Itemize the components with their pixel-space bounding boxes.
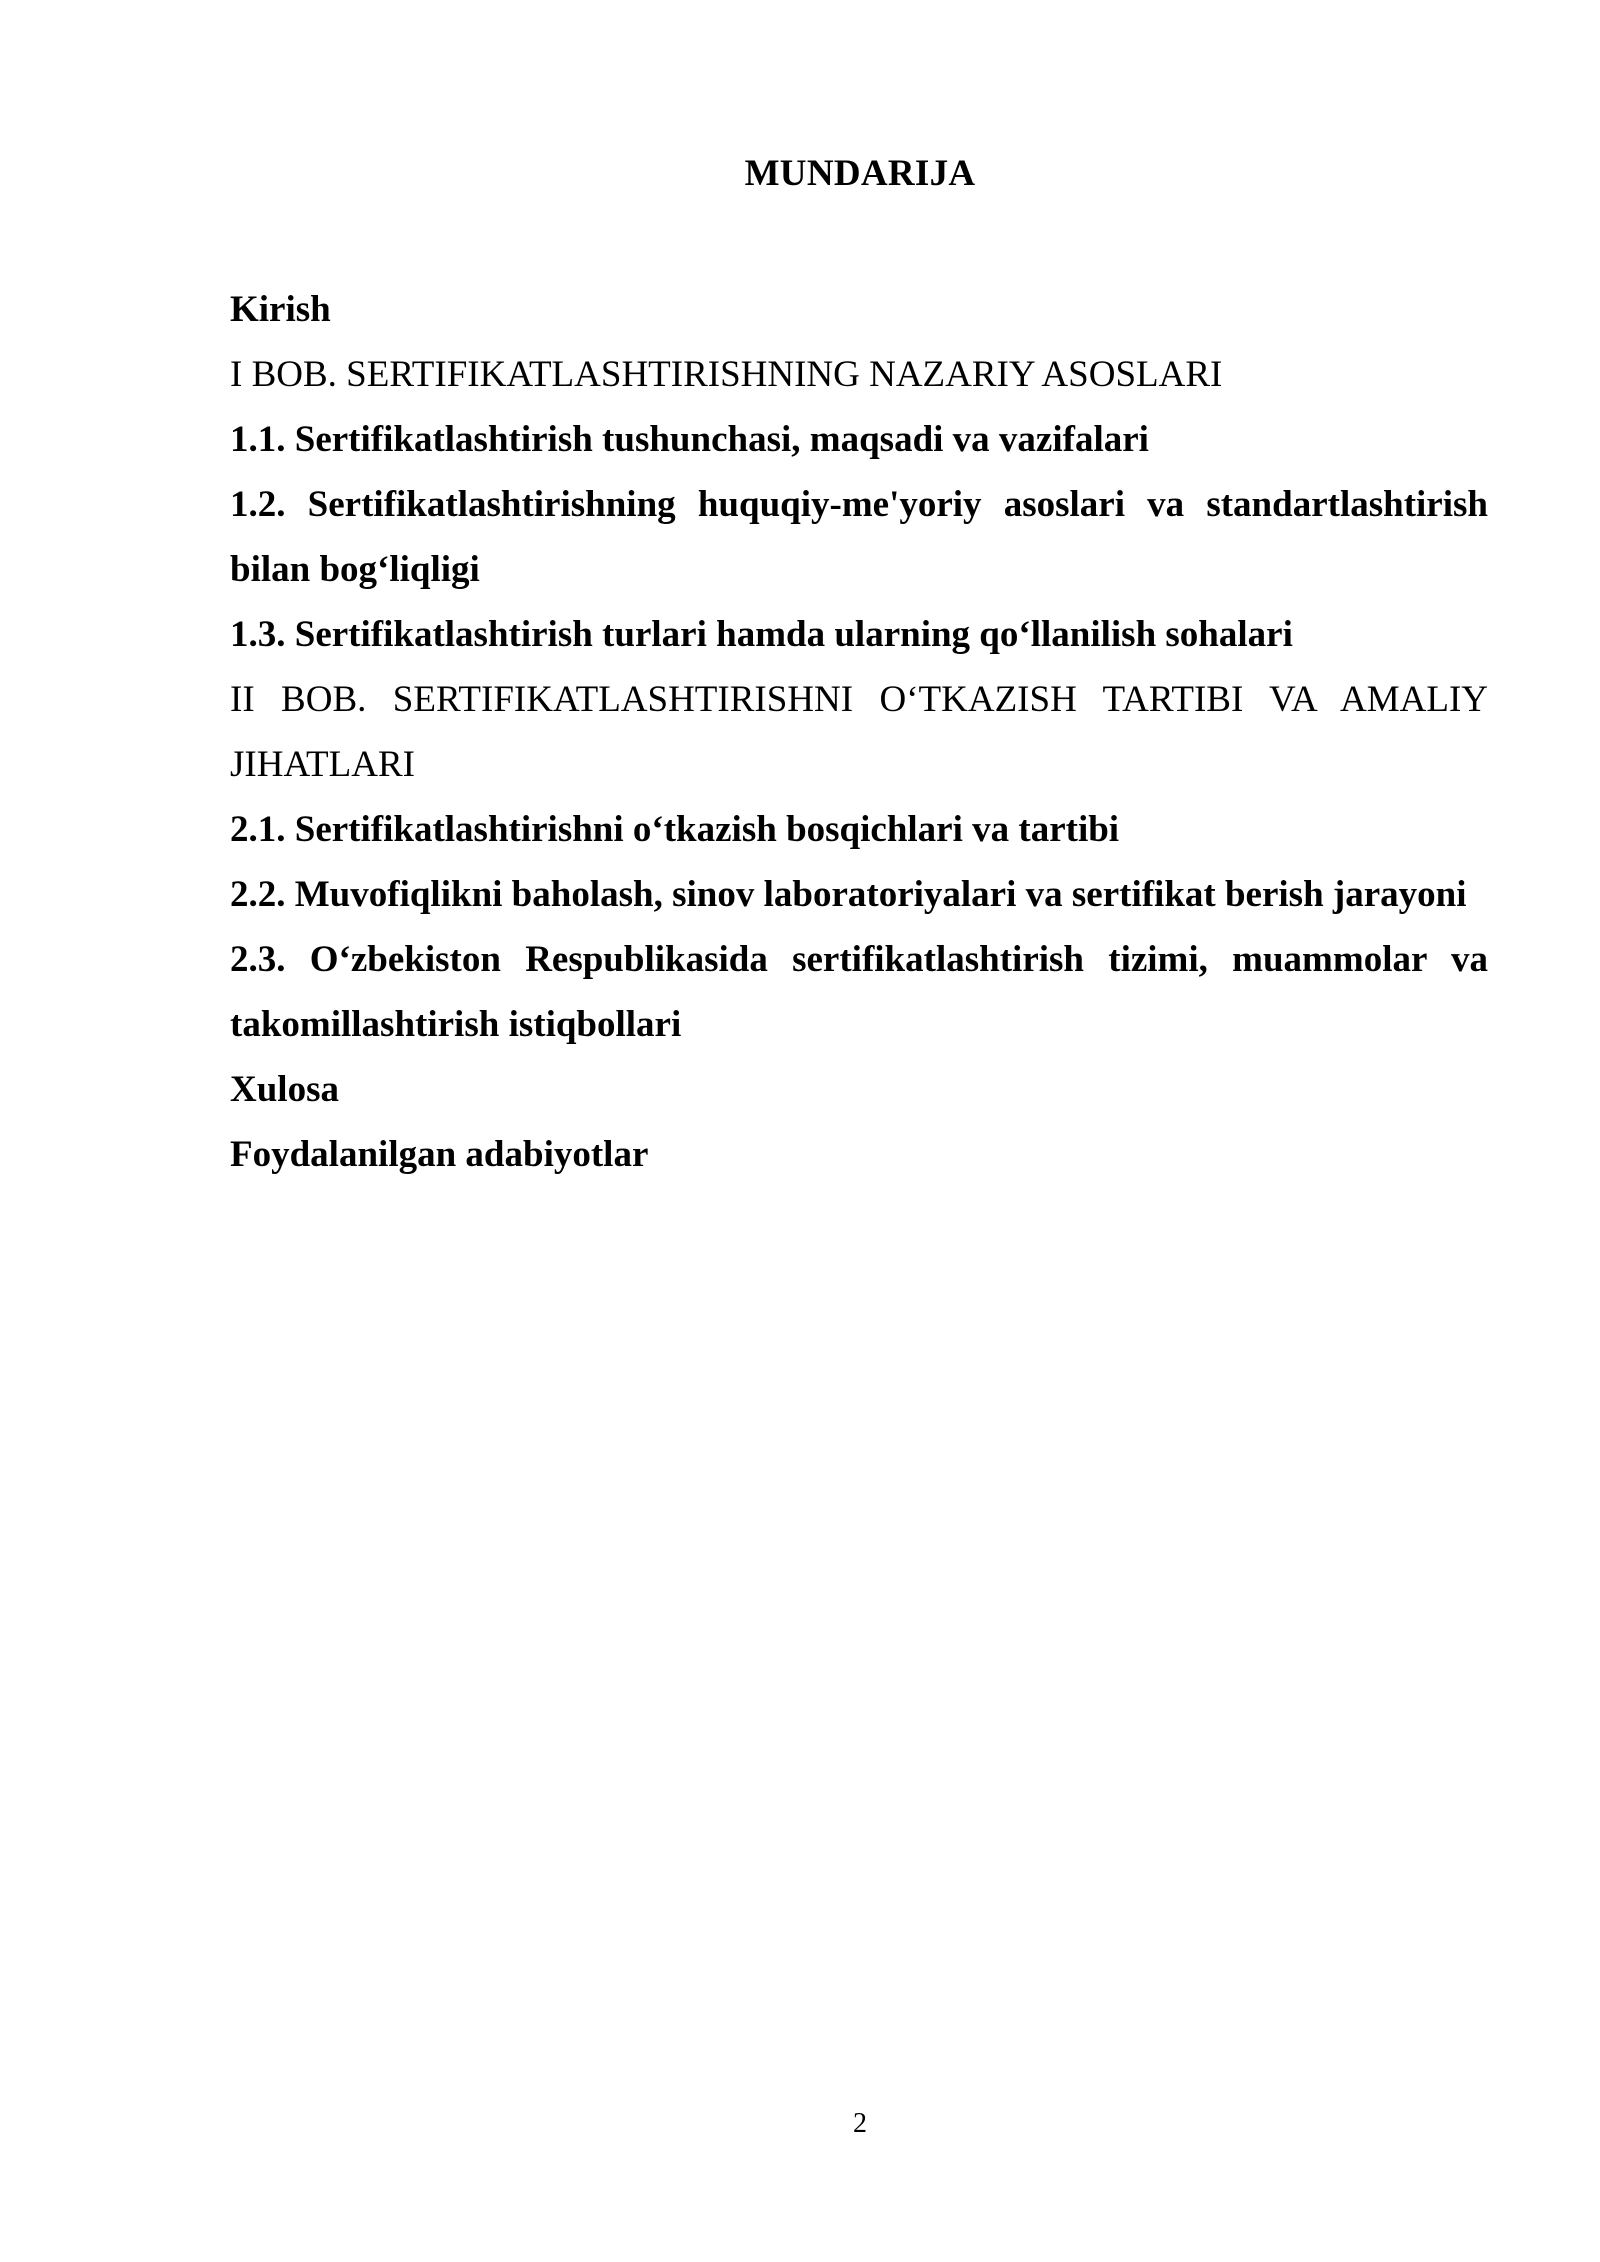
toc-chapter-2-heading: II BOB. SERTIFIKATLASHTIRISHNI O‘TKAZISH TARTIBI VA AMALIY JIHATLARI: [230, 679, 1488, 785]
toc-entry-introduction: Kirish: [230, 289, 331, 330]
toc-section-1-2: 1.2. Sertifikatlashtirishning huquqiy-me'yoriy asoslari va standartlashtirish bilan bog‘liqligi: [230, 484, 1488, 590]
toc-section-1-1: 1.1. Sertifikatlashtirish tushunchasi, maqsadi va vazifalari: [230, 419, 1149, 460]
toc-section-1-3: 1.3. Sertifikatlashtirish turlari hamda ularning qo‘llanilish sohalari: [230, 614, 1293, 655]
toc-entry-references: Foydalanilgan adabiyotlar: [230, 1134, 649, 1175]
toc-section-2-1: 2.1. Sertifikatlashtirishni o‘tkazish bosqichlari va tartibi: [230, 809, 1120, 850]
table-of-contents: [230, 277, 1488, 1187]
page-number: 2: [853, 2108, 867, 2139]
toc-entry-conclusion: Xulosa: [230, 1069, 339, 1110]
toc-title: MUNDARIJA: [744, 153, 976, 194]
toc-chapter-1-heading: I BOB. SERTIFIKATLASHTIRISHNING NAZARIY ASOSLARI: [230, 354, 1223, 395]
toc-section-2-3: 2.3. O‘zbekiston Respublikasida sertifikatlashtirish tizimi, muammolar va takomillashtirish istiqbollari: [230, 939, 1488, 1045]
toc-section-2-2: 2.2. Muvofiqlikni baholash, sinov laboratoriyalari va sertifikat berish jarayoni: [230, 874, 1467, 915]
